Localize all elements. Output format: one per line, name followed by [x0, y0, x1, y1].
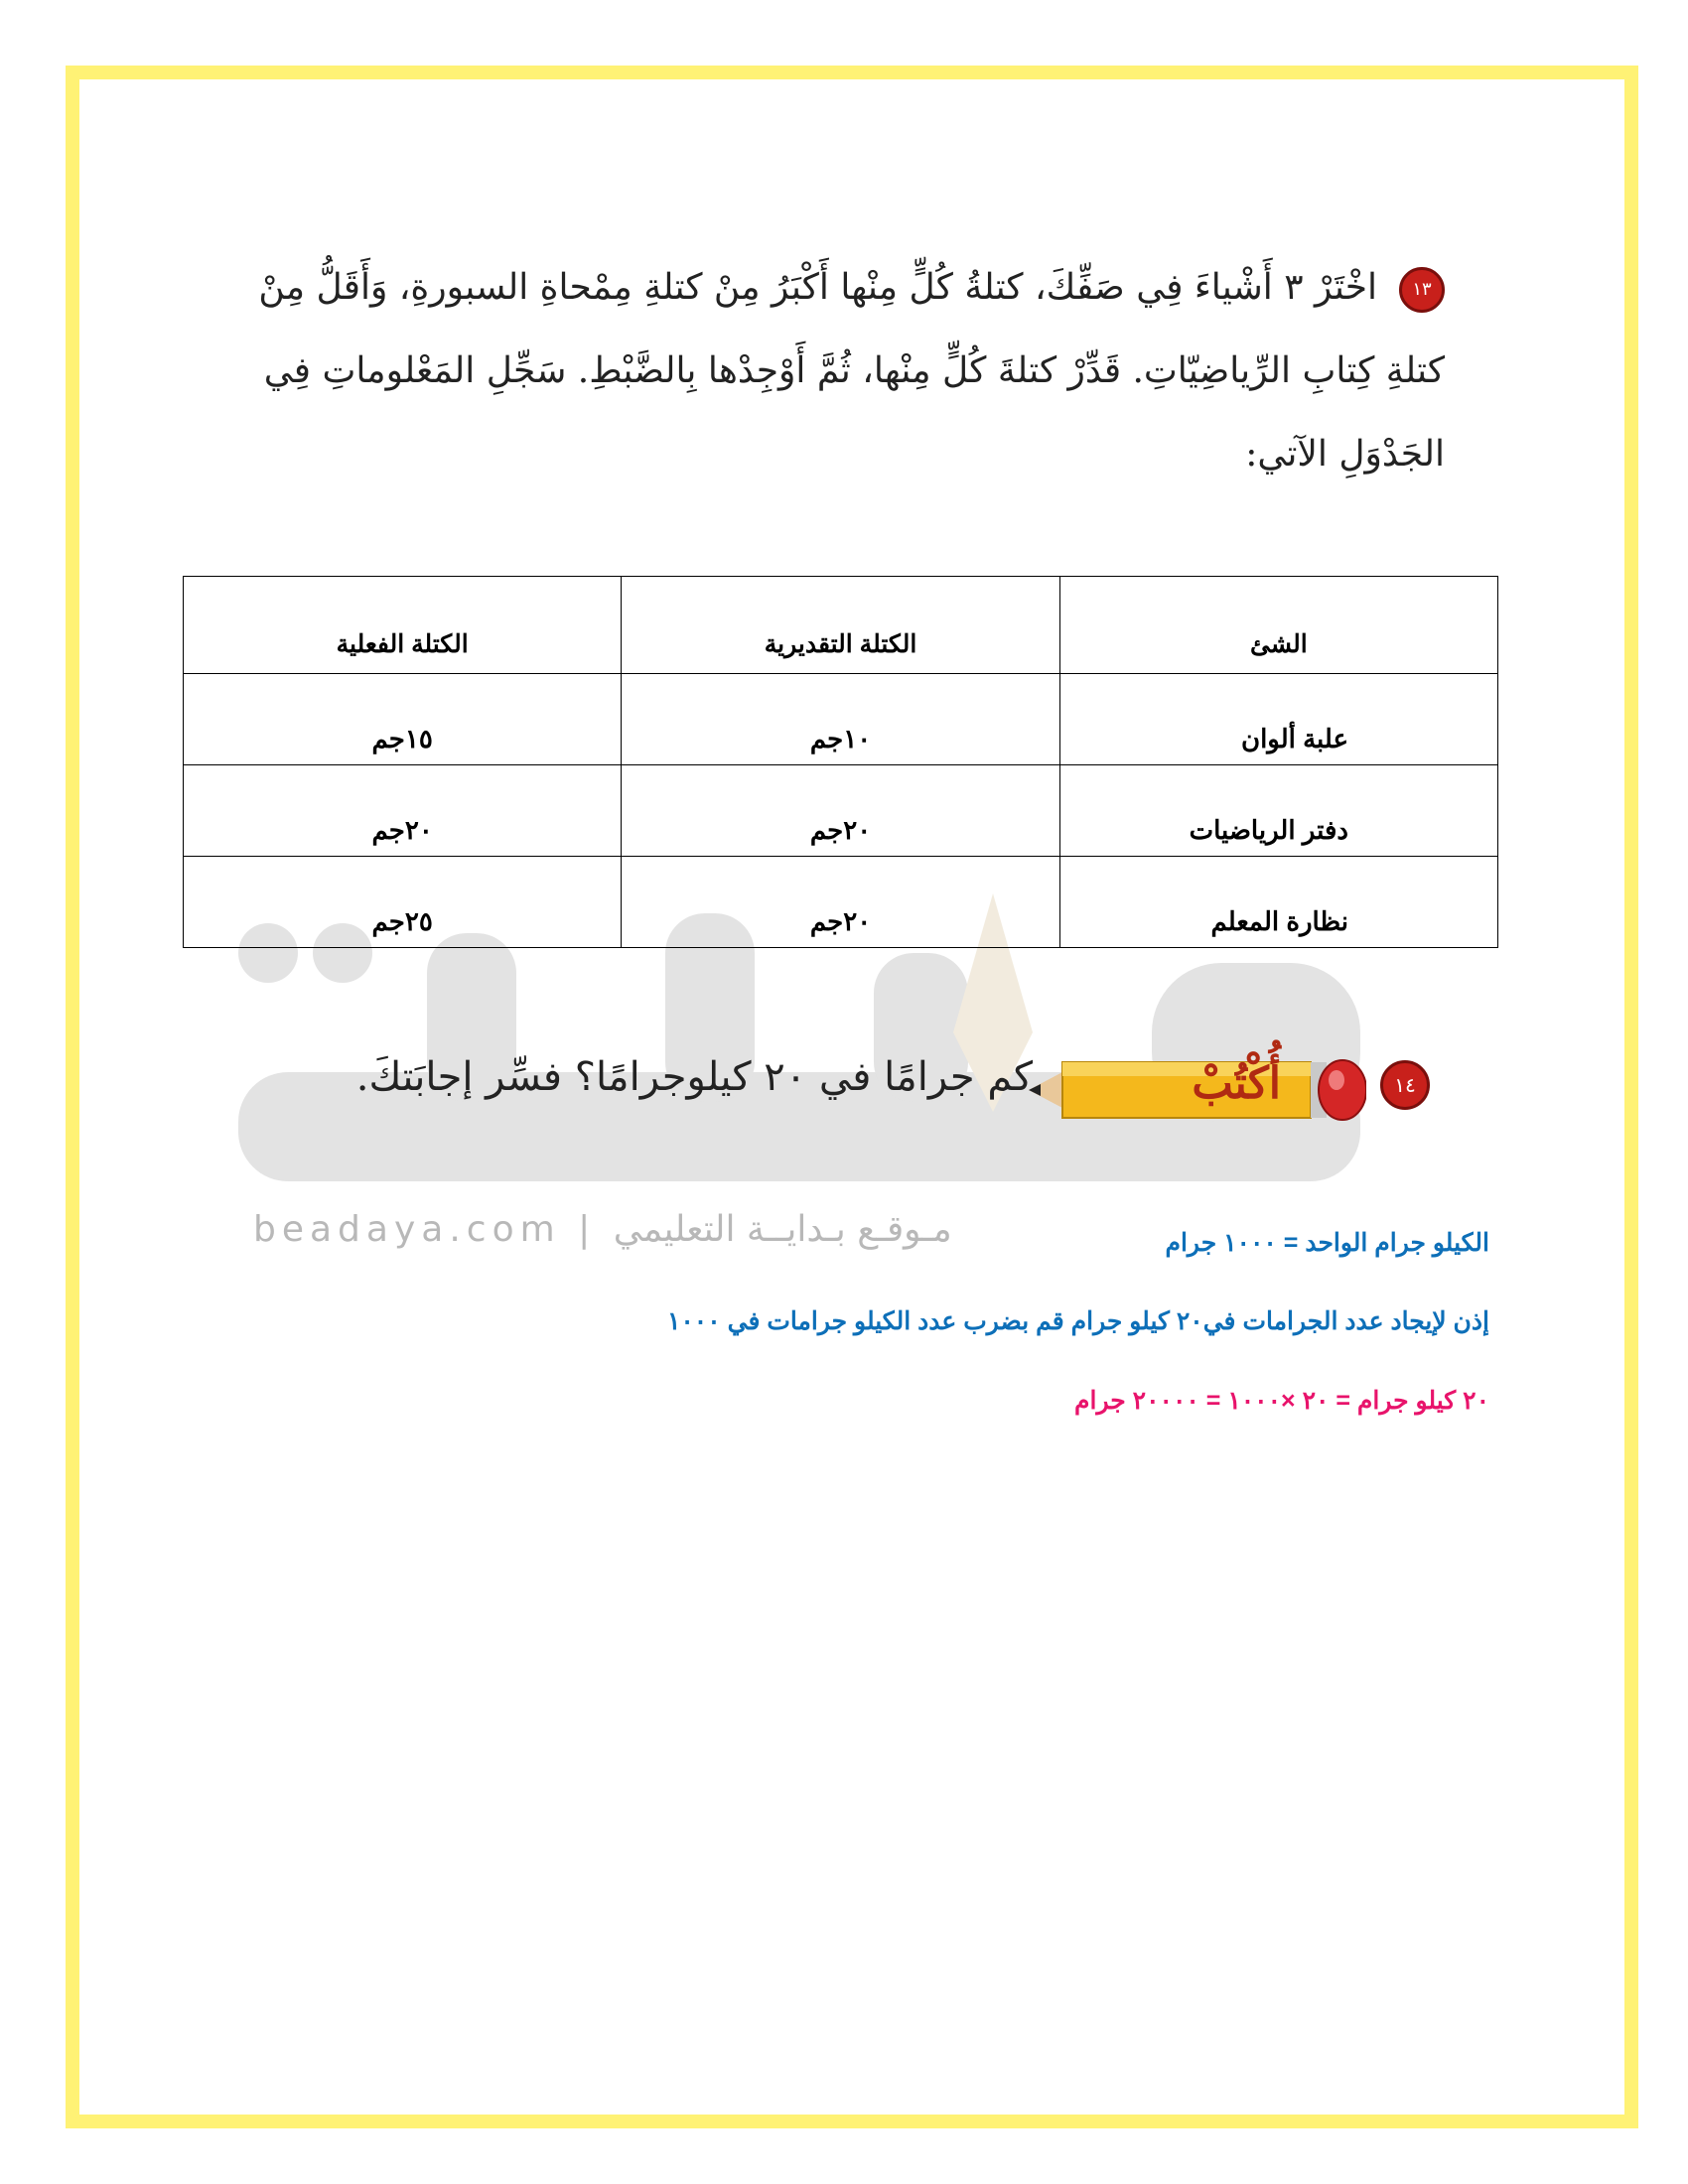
cell-estimated: ٢٠جم — [622, 857, 1059, 948]
table-row — [184, 765, 1498, 857]
answer-line-2: إذن لإيجاد عدد الجرامات في٢٠ كيلو جرام قم بضرب عدد الكيلو جرامات في ١٠٠٠ — [666, 1307, 1489, 1335]
cell-actual: ١٥جم — [184, 674, 622, 765]
header-object: الشئ — [1059, 577, 1497, 674]
table-header-row — [184, 577, 1498, 674]
write-label: أُكْتُبْ — [1192, 1058, 1281, 1109]
answer-line-1: الكيلو جرام الواحد = ١٠٠٠ جرام — [1165, 1229, 1489, 1257]
cell-actual: ٢٥جم — [184, 857, 622, 948]
cell-object: نظارة المعلم — [1059, 857, 1497, 948]
question-13-number-badge: ١٣ — [1399, 267, 1445, 313]
question-13-text: اخْتَرْ ٣ أَشْياءَ فِي صَفِّكَ، كتلةُ كُلٍّ مِنْها أَكْبَرُ مِنْ كتلةِ مِمْحاةِ السبورةِ، وَأَقَلُّ مِنْ كتلةِ كِتابِ الرِّياضِيّاتِ. قَدِّرْ كتلةَ كُلٍّ مِنْها، ثُمَّ أَوْجِدْها بِالضَّبْطِ. سَجِّلِ المَعْلوماتِ فِي الجَدْوَلِ الآتي: — [258, 267, 1445, 475]
question-14-number-badge: ١٤ — [1380, 1060, 1430, 1110]
cell-object: دفتر الرياضيات — [1059, 765, 1497, 857]
question-14-text: كم جرامًا في ٢٠ كيلوجرامًا؟ فسِّر إجابَتكَ. — [355, 1054, 1033, 1100]
mass-table — [183, 576, 1498, 948]
cell-object: علبة ألوان — [1059, 674, 1497, 765]
question-13 — [238, 246, 1445, 496]
table-row — [184, 674, 1498, 765]
answer-line-3: ٢٠ كيلو جرام = ٢٠ ×١٠٠٠ = ٢٠٠٠٠ جرام — [1074, 1387, 1489, 1415]
question-14 — [228, 1040, 1450, 1140]
table-row — [184, 857, 1498, 948]
header-estimated-mass: الكتلة التقديرية — [622, 577, 1059, 674]
cell-actual: ٢٠جم — [184, 765, 622, 857]
cell-estimated: ٢٠جم — [622, 765, 1059, 857]
header-actual-mass: الكتلة الفعلية — [184, 577, 622, 674]
cell-estimated: ١٠جم — [622, 674, 1059, 765]
watermark-site-text: beadaya.com | مـوقـع بـدايــة التعليمي — [253, 1209, 952, 1250]
